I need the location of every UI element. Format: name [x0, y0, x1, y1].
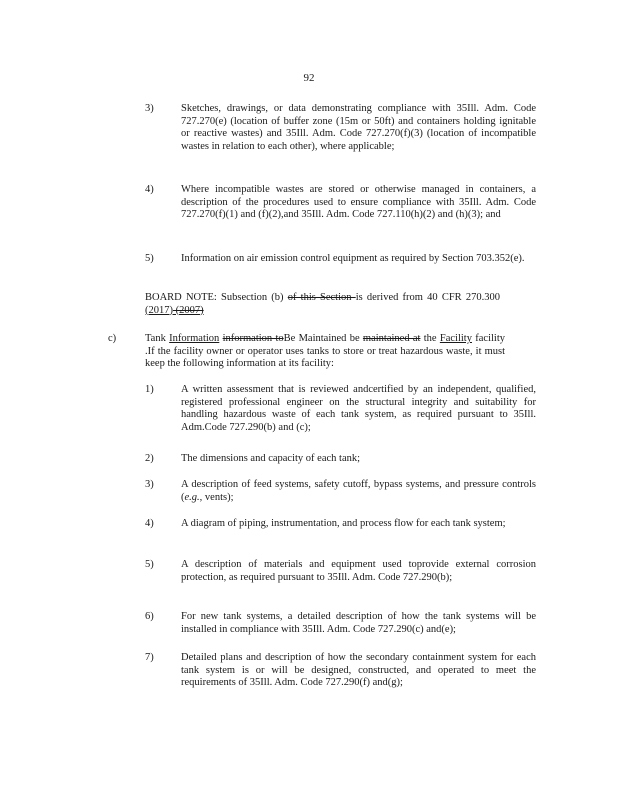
item-number: 4)	[145, 184, 154, 195]
item-text: Sketches, drawings, or data demonstrating compliance with 35Ill. Adm. Code 727.270(e) (location of buffer zone (15m or 50ft) and containers holding ignitable or reactive wastes) and 35Ill. Adm. Code 727.270(f)(3) (location of incompatible wastes in relation to each other), where applicable;	[181, 103, 536, 152]
item-text: A written assessment that is reviewed andcertified by an independent, qualified, registered professional engineer on the structural integrity and suitability for handling hazardous waste of each tank system, as required pursuant to 35Ill. Adm.Code 727.290(b) and (c);	[181, 384, 536, 433]
item-text: Where incompatible wastes are stored or otherwise managed in containers, a description of the procedures used to ensure compliance with 35Ill. Adm. Code 727.270(f)(1) and (f)(2),and 35Ill. Adm. Code 727.110(h)(2) and (h)(3); and	[181, 184, 536, 221]
struck-text: information to	[222, 333, 284, 344]
item-text: For new tank systems, a detailed description of how the tank systems will be installed in compliance with 35Ill. Adm. Code 727.290(c) and(e);	[181, 611, 536, 635]
item-number: 6)	[145, 611, 154, 622]
item-number: 4)	[145, 518, 154, 529]
struck-text: (2007)	[173, 304, 204, 316]
item-text: Information on air emission control equipment as required by Section 703.352(e).	[181, 253, 525, 264]
item-text: The dimensions and capacity of each tank;	[181, 453, 361, 464]
inserted-text: Information	[169, 333, 220, 344]
item-number: 5)	[145, 559, 154, 570]
item-text: A description of materials and equipment used toprovide external corrosion protection, as required pursuant to 35Ill. Adm. Code 727.290(b);	[181, 559, 536, 583]
page-number: 92	[303, 72, 315, 84]
item-number: 2)	[145, 453, 154, 464]
subsection-text: Tank Information information toBe Maintained be maintained at the Facility facility .If the facility owner or operator uses tanks to store or treat hazardous waste, it must keep the following information at its facility:	[145, 333, 505, 370]
struck-text: of this Section	[287, 292, 356, 303]
item-number: 1)	[145, 384, 154, 395]
item-text: A diagram of piping, instrumentation, and process flow for each tank system;	[181, 518, 506, 529]
subsection-number: c)	[108, 333, 117, 344]
item-number: 5)	[145, 253, 154, 264]
item-number: 3)	[145, 479, 154, 490]
item-text: A description of feed systems, safety cutoff, bypass systems, and pressure controls (e.g., vents);	[181, 479, 536, 503]
item-text: Detailed plans and description of how the secondary containment system for each tank system is or will be designed, constructed, and operated to meet the requirements of 35Ill. Adm. Code 727.290(f) and(g);	[181, 652, 536, 689]
item-number: 3)	[145, 103, 154, 114]
item-number: 7)	[145, 652, 154, 663]
board-note: BOARD NOTE: Subsection (b) of this Section is derived from 40 CFR 270.300 (2017) (2007)	[145, 292, 500, 316]
inserted-text: Facility	[439, 333, 472, 344]
inserted-text: (2017)	[145, 304, 173, 316]
struck-text: maintained at	[362, 333, 421, 344]
